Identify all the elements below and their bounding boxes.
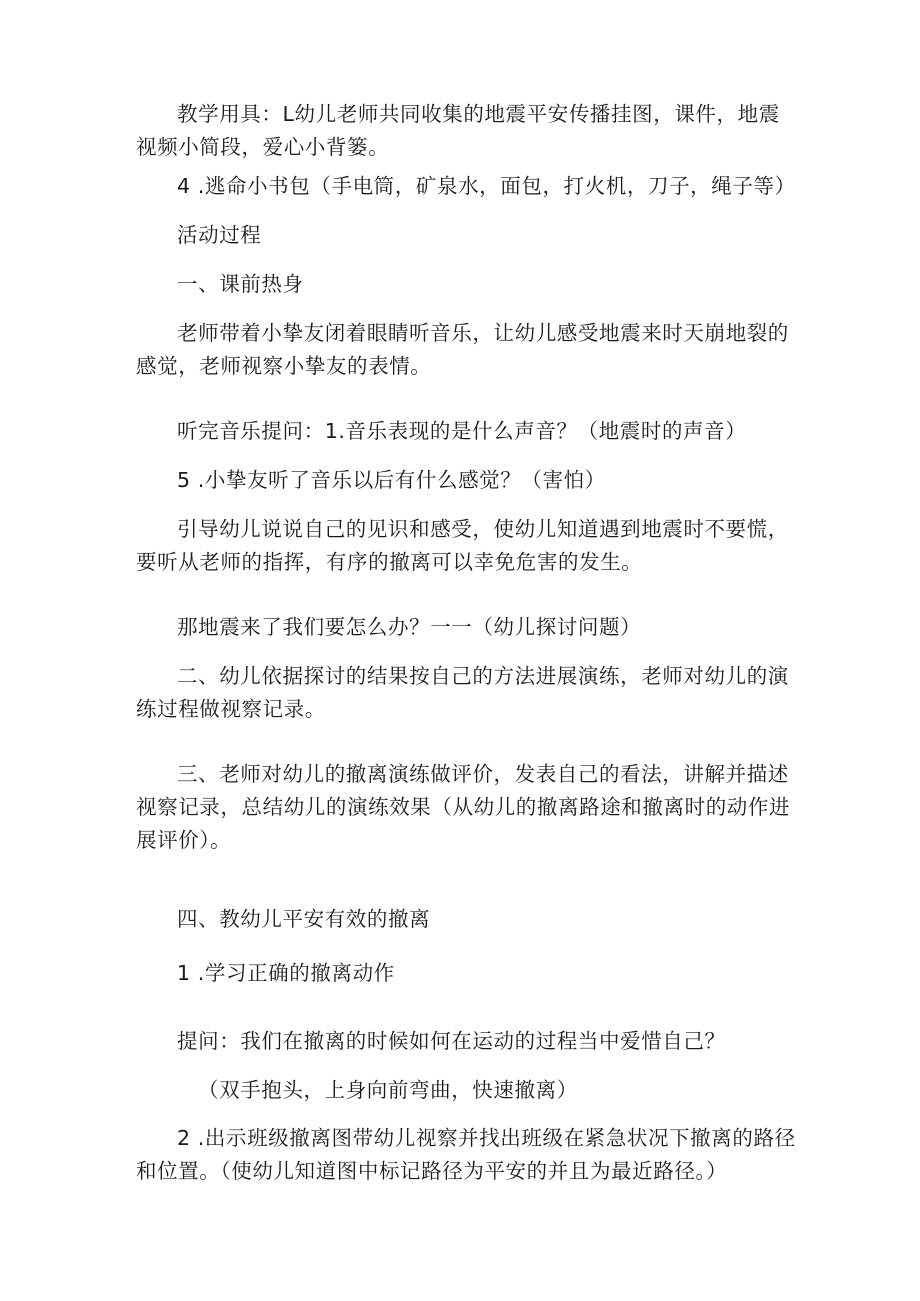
paragraph-answer-protect: （双手抱头，上身向前弯曲，快速撤离）: [198, 1078, 578, 1102]
paragraph-teaching-materials: 教学用具：L幼儿老师共同收集的地震平安传播挂图，课件，地震视频小简段，爱心小背篓。: [136, 102, 780, 159]
paragraph-drill: 二、幼儿依据探讨的结果按自己的方法进展演练，老师对幼儿的演练过程做视察记录。: [136, 664, 789, 721]
paragraph-guide: 引导幼儿说说自己的见识和感受，使幼儿知道遇到地震时不要慌，要听从老师的指挥，有序的撤离可以幸免危害的发生。: [136, 517, 789, 574]
heading-safe-evacuation: 四、教幼儿平安有效的撤离: [177, 907, 431, 931]
paragraph-question-1: 听完音乐提问：1.音乐表现的是什么声音？（地震时的声音）: [177, 419, 747, 443]
heading-warm-up: 一、课前热身: [177, 272, 304, 296]
paragraph-question-protect: 提问：我们在撤离的时候如何在运动的过程当中爱惜自己？: [177, 1029, 726, 1053]
paragraph-evaluation: 三、老师对幼儿的撤离演练做评价，发表自己的看法，讲解并描述视察记录，总结幼儿的演练效果（从幼儿的撤离路途和撤离时的动作进展评价）。: [136, 762, 791, 852]
heading-activity-process: 活动过程: [177, 223, 262, 247]
paragraph-evacuation-map: 2 .出示班级撤离图带幼儿视察并找出班级在紧急状况下撤离的路径和位置。（使幼儿知道图中标记路径为平安的并且为最近路径。）: [136, 1126, 796, 1183]
paragraph-listen-music: 老师带着小挚友闭着眼睛听音乐，让幼儿感受地震来时天崩地裂的感觉，老师视察小挚友的表情。: [136, 321, 789, 378]
paragraph-escape-bag: 4 .逃命小书包（手电筒，矿泉水，面包，打火机，刀子，绳子等）: [177, 174, 796, 198]
paragraph-learn-action: 1 .学习正确的撤离动作: [177, 961, 395, 985]
paragraph-what-to-do: 那地震来了我们要怎么办？一一（幼儿探讨问题）: [177, 615, 642, 639]
paragraph-question-2: 5 .小挚友听了音乐以后有什么感觉？（害怕）: [177, 468, 606, 492]
